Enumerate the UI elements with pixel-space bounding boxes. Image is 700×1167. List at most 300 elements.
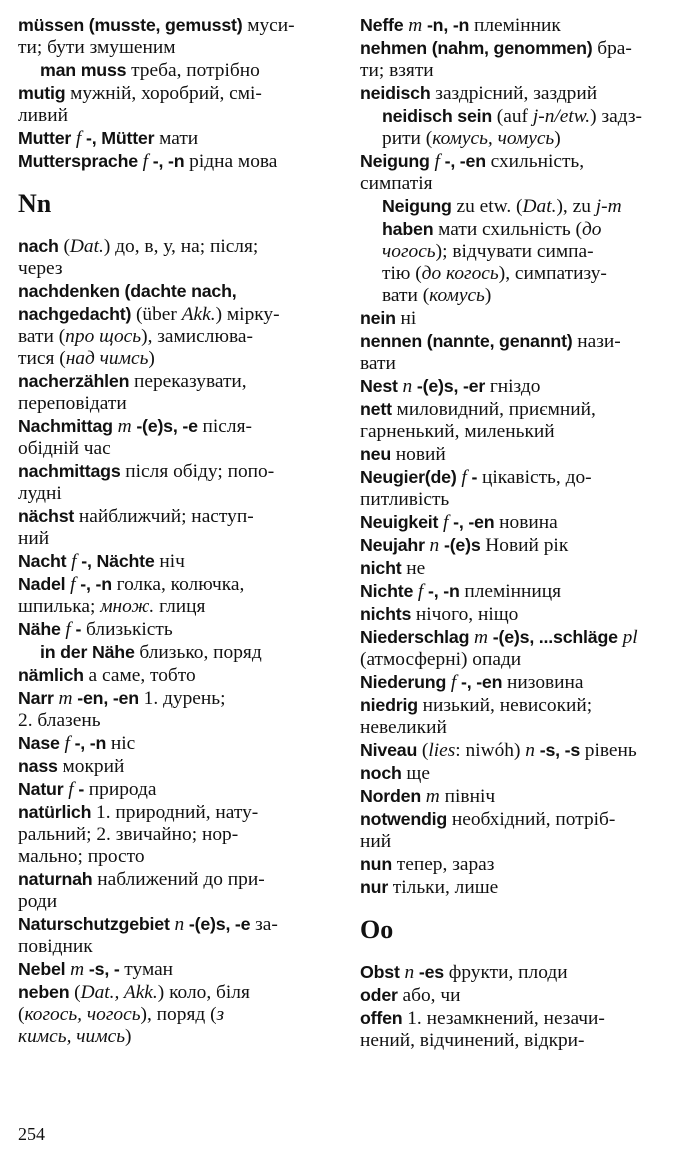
entry-line <box>360 60 690 82</box>
headword: nun <box>360 854 397 874</box>
translation: ( <box>421 740 429 761</box>
headword: Niederschlag <box>360 627 475 647</box>
headword: nicht <box>360 558 407 578</box>
entry-line <box>360 307 690 330</box>
entry-line <box>18 82 348 105</box>
dictionary-entry-nacherzaehlen <box>18 370 348 415</box>
grammar-note: множ. <box>100 596 155 617</box>
page-number: 254 <box>18 1124 45 1144</box>
section-heading-oo: Oo <box>360 915 394 944</box>
translation: ( <box>63 236 70 257</box>
dictionary-entry-muessen <box>18 14 348 59</box>
entry-line <box>18 303 348 326</box>
translation: близькість <box>86 619 173 640</box>
entry-line <box>360 466 690 489</box>
headword: niedrig <box>360 695 423 715</box>
entry-line <box>18 710 348 732</box>
translation: туман <box>124 959 174 980</box>
entry-line <box>18 127 348 150</box>
grammar-note: з <box>216 1004 225 1025</box>
translation: (auf <box>496 106 533 127</box>
entry-line <box>18 370 348 393</box>
headword: -(e)s, -e <box>184 914 256 934</box>
grammar-note: f <box>434 151 440 172</box>
translation: ніс <box>110 733 136 754</box>
headword: neidisch <box>360 83 436 103</box>
entry-line <box>360 173 690 195</box>
entry-line <box>18 415 348 438</box>
dictionary-entry-naturschutzgebiet <box>18 913 348 958</box>
translation: північ <box>439 786 496 807</box>
headword: Nase <box>18 733 65 753</box>
translation: тію ( <box>382 263 422 284</box>
translation: обідній час <box>18 438 111 459</box>
headword: Mutter <box>18 128 76 148</box>
translation: природа <box>88 779 157 800</box>
headword: nennen (nannte, genannt) <box>360 331 578 351</box>
entry-line <box>360 984 690 1007</box>
translation: невеликий <box>360 717 447 738</box>
headword: natürlich <box>18 802 97 822</box>
entry-line <box>40 59 348 82</box>
translation: тільки, лише <box>392 877 499 898</box>
entry-line <box>18 1004 348 1026</box>
translation: найближчий; наступ- <box>78 506 254 527</box>
translation: Новий рік <box>485 535 569 556</box>
grammar-note: m <box>117 416 132 437</box>
translation: ний <box>360 831 392 852</box>
grammar-note: f <box>417 581 424 602</box>
grammar-note: f <box>442 512 449 533</box>
entry-line <box>382 128 690 150</box>
headword: -, -en <box>448 512 500 532</box>
entry-line <box>18 755 348 778</box>
translation: ) до, в, у, на; після; <box>103 236 259 257</box>
entry-line <box>18 618 348 641</box>
dictionary-entry-nichts <box>360 603 690 626</box>
dictionary-entry-niedrig <box>360 694 690 739</box>
entry-line <box>360 489 690 511</box>
translation: ) коло, біля <box>157 982 250 1003</box>
entry-line <box>18 664 348 687</box>
translation: (атмосферні) опади <box>360 649 522 670</box>
entry-line <box>18 958 348 981</box>
headword: Muttersprache <box>18 151 143 171</box>
headword: -(e)s <box>439 535 486 555</box>
translation: після обіду; попо- <box>125 461 275 482</box>
dictionary-entry-niederung <box>360 671 690 694</box>
grammar-note: Akk. <box>181 304 216 325</box>
translation: ), zu <box>556 196 596 217</box>
entry-line <box>18 235 348 258</box>
dictionary-entry-nehmen <box>360 37 690 82</box>
entry-line <box>360 649 690 671</box>
dictionary-entry-nein <box>360 307 690 330</box>
entry-line <box>360 375 690 398</box>
headword: in der Nähe <box>40 642 140 662</box>
grammar-note: f <box>70 574 76 595</box>
dictionary-entry-nun <box>360 853 690 876</box>
entry-line <box>360 150 690 173</box>
grammar-note: про щось <box>65 326 142 347</box>
entry-line <box>18 596 348 618</box>
translation: (über <box>135 304 182 325</box>
translation: за- <box>255 914 278 935</box>
translation: мокрий <box>62 756 125 777</box>
headword: -, -n <box>69 733 111 753</box>
dictionary-entry-neben <box>18 981 348 1048</box>
entry-line <box>360 876 690 899</box>
headword: nachmittags <box>18 461 126 481</box>
headword: nach <box>18 236 64 256</box>
translation: лудні <box>18 483 62 504</box>
headword: -n, -n <box>422 15 474 35</box>
translation: : niwóh) <box>455 740 526 761</box>
entry-line <box>18 326 348 348</box>
translation: необхідний, потріб- <box>451 809 616 830</box>
dictionary-entry-neffe <box>360 14 690 37</box>
translation: після- <box>202 416 252 437</box>
dictionary-entry-nest <box>360 375 690 398</box>
headword: nacherzählen <box>18 371 134 391</box>
dictionary-entry-nebel <box>18 958 348 981</box>
translation: ) <box>148 348 155 369</box>
dictionary-entry-neugierde <box>360 466 690 511</box>
translation: мужній, хоробрий, смі- <box>70 83 262 104</box>
translation: ти; взяти <box>360 60 434 81</box>
dictionary-entry-narr <box>18 687 348 732</box>
grammar-note: кимсь, чимсь <box>18 1026 126 1047</box>
translation: переказувати, <box>133 371 247 392</box>
entry-line <box>360 1007 690 1030</box>
entry-line <box>360 534 690 557</box>
dictionary-entry-nach <box>18 235 348 280</box>
entry-line <box>360 82 690 105</box>
translation: ) мірку- <box>215 304 280 325</box>
headword: Nachmittag <box>18 416 118 436</box>
translation: рідна мова <box>189 151 278 172</box>
headword: -en, -en <box>72 688 144 708</box>
headword: nichts <box>360 604 416 624</box>
translation: ( <box>18 1004 25 1025</box>
dictionary-entry-oder <box>360 984 690 1007</box>
dictionary-entry-notwendig <box>360 808 690 853</box>
entry-line <box>360 1030 690 1052</box>
translation: або, чи <box>402 985 461 1006</box>
translation: ще <box>406 763 430 784</box>
translation: треба, потрібно <box>131 60 260 81</box>
entry-line <box>360 14 690 37</box>
headword: nein <box>360 308 401 328</box>
headword: - <box>70 619 87 639</box>
headword: Neujahr <box>360 535 430 555</box>
headword: mutig <box>18 83 71 103</box>
headword: Norden <box>360 786 426 806</box>
section-heading-nn: Nn <box>18 189 52 218</box>
translation: ний <box>18 528 50 549</box>
dictionary-entry-offen <box>360 1007 690 1052</box>
translation: питливість <box>360 489 450 510</box>
grammar-note: pl <box>622 627 638 648</box>
translation: не <box>406 558 426 579</box>
entry-line <box>360 739 690 762</box>
headword: -, -n <box>148 151 190 171</box>
entry-line <box>360 511 690 534</box>
headword: Nebel <box>18 959 71 979</box>
entry-line <box>18 801 348 824</box>
headword: Nähe <box>18 619 66 639</box>
entry-line <box>382 218 690 241</box>
translation: повідник <box>18 936 93 957</box>
translation: рівень <box>584 740 637 761</box>
translation: а саме, тобто <box>88 665 196 686</box>
translation: 1. дурень; <box>143 688 226 709</box>
entry-line <box>382 263 690 285</box>
translation: мально; просто <box>18 846 145 867</box>
translation: ливий <box>18 105 68 126</box>
entry-line <box>18 150 348 173</box>
translation: мати схильність ( <box>438 219 582 240</box>
headword: nur <box>360 877 393 897</box>
grammar-note: до <box>582 219 602 240</box>
headword: nachgedacht) <box>18 304 136 324</box>
dictionary-entry-neigung <box>360 150 690 195</box>
entry-line <box>18 348 348 370</box>
dictionary-entry-norden <box>360 785 690 808</box>
headword: -, -n <box>423 581 465 601</box>
headword: notwendig <box>360 809 452 829</box>
entries-nn-continued <box>360 14 690 899</box>
entry-line <box>360 694 690 717</box>
entry-line <box>18 460 348 483</box>
grammar-note: lies <box>428 740 456 761</box>
translation: ), поряд ( <box>140 1004 217 1025</box>
translation: рити ( <box>382 128 433 149</box>
translation: вати <box>360 353 396 374</box>
translation: шпилька; <box>18 596 101 617</box>
headword: nämlich <box>18 665 89 685</box>
dictionary-entry-neigung-haben <box>360 195 690 307</box>
headword: offen <box>360 1008 408 1028</box>
translation: тепер, зараз <box>396 854 495 875</box>
translation: миловидний, приємний, <box>396 399 596 420</box>
dictionary-entry-nase <box>18 732 348 755</box>
entry-line <box>382 285 690 307</box>
headword: Nichte <box>360 581 418 601</box>
headword: neben <box>18 982 75 1002</box>
dictionary-entry-nadel <box>18 573 348 618</box>
entry-line <box>18 1026 348 1048</box>
entry-line <box>18 732 348 755</box>
grammar-note: m <box>70 959 85 980</box>
grammar-note: f <box>64 733 70 754</box>
entry-line <box>18 824 348 846</box>
translation: ральний; 2. звичайно; нор- <box>18 824 239 845</box>
entry-line <box>360 762 690 785</box>
grammar-note: m <box>58 688 73 709</box>
headword: nachdenken (dachte nach, <box>18 281 237 301</box>
headword: man muss <box>40 60 132 80</box>
grammar-note: n <box>402 376 413 397</box>
translation: роди <box>18 891 58 912</box>
headword: -, -n <box>75 574 117 594</box>
translation: цікавість, до- <box>481 467 592 488</box>
translation: бра- <box>597 38 632 59</box>
translation: новий <box>395 444 446 465</box>
entry-line <box>18 868 348 891</box>
grammar-note: Dat. <box>69 236 104 257</box>
translation: племінниця <box>464 581 562 602</box>
dictionary-entry-nachdenken <box>18 280 348 370</box>
translation: нічого, ніщо <box>415 604 519 625</box>
dictionary-entry-naechst <box>18 505 348 550</box>
translation: симпатія <box>360 173 433 194</box>
translation: нений, відчинений, відкри- <box>360 1030 585 1051</box>
dictionary-entry-neuigkeit <box>360 511 690 534</box>
translation: муси- <box>247 15 295 36</box>
translation: низький, невисокий; <box>422 695 593 716</box>
headword: naturnah <box>18 869 98 889</box>
dictionary-entry-in-der-naehe <box>18 641 348 664</box>
entries-before-nn <box>18 14 348 173</box>
dictionary-entry-nur <box>360 876 690 899</box>
entry-line <box>360 421 690 443</box>
dictionary-entry-nachmittags <box>18 460 348 505</box>
translation: голка, колючка, <box>116 574 245 595</box>
translation: ), замислюва- <box>141 326 253 347</box>
entries-nn <box>18 235 348 1048</box>
dictionary-entry-muttersprache <box>18 150 348 173</box>
translation: фрукти, плоди <box>448 962 568 983</box>
headword: -(e)s, -er <box>412 376 490 396</box>
right-column <box>360 14 690 1052</box>
headword: -es <box>414 962 449 982</box>
entry-line <box>18 981 348 1004</box>
headword: Neuigkeit <box>360 512 443 532</box>
entry-line <box>360 443 690 466</box>
translation: ні <box>400 308 417 329</box>
dictionary-entry-niveau <box>360 739 690 762</box>
headword: Naturschutzgebiet <box>18 914 175 934</box>
entry-line <box>360 626 690 649</box>
grammar-note: комусь, чомусь <box>432 128 555 149</box>
grammar-note: j-n/etw. <box>532 106 591 127</box>
translation: племінник <box>473 15 561 36</box>
entry-line <box>382 195 690 218</box>
headword: -s, - <box>84 959 125 979</box>
grammar-note: j-m <box>595 196 622 217</box>
headword: müssen (musste, gemusst) <box>18 15 248 35</box>
entry-line <box>18 14 348 37</box>
translation: глиця <box>154 596 206 617</box>
entries-oo <box>360 961 690 1052</box>
dictionary-entry-nichte <box>360 580 690 603</box>
entry-line <box>18 438 348 460</box>
headword: Narr <box>18 688 59 708</box>
headword: neidisch sein <box>382 106 497 126</box>
entry-line <box>360 853 690 876</box>
translation: ти; бути змушеним <box>18 37 176 58</box>
entry-line <box>18 105 348 127</box>
headword: neu <box>360 444 396 464</box>
dictionary-entry-noch <box>360 762 690 785</box>
headword: Neffe <box>360 15 409 35</box>
headword: -, Mütter <box>81 128 160 148</box>
dictionary-entry-mutig <box>18 82 348 127</box>
left-column <box>18 14 348 1048</box>
entry-line <box>382 105 690 128</box>
dictionary-entry-neu <box>360 443 690 466</box>
headword: - <box>73 779 89 799</box>
entry-line <box>18 891 348 913</box>
headword: Natur <box>18 779 69 799</box>
entry-line <box>18 913 348 936</box>
entry-line <box>18 778 348 801</box>
headword: Nacht <box>18 551 72 571</box>
dictionary-entry-nennen <box>360 330 690 375</box>
entry-line <box>18 483 348 505</box>
dictionary-entry-nachmittag <box>18 415 348 460</box>
entry-line <box>18 528 348 550</box>
entry-line <box>18 550 348 573</box>
translation: гарненький, миленький <box>360 421 555 442</box>
headword: oder <box>360 985 403 1005</box>
dictionary-entry-natur <box>18 778 348 801</box>
dictionary-entry-neidisch-sein <box>360 105 690 150</box>
headword: Neugier(de) <box>360 467 462 487</box>
headword: Neigung <box>360 151 435 171</box>
grammar-note: f <box>75 128 82 149</box>
grammar-note: чогось <box>382 241 436 262</box>
headword: haben <box>382 219 439 239</box>
dictionary-entry-natuerlich <box>18 801 348 868</box>
translation: вати ( <box>382 285 430 306</box>
headword: Nadel <box>18 574 71 594</box>
translation: zu etw. ( <box>456 196 523 217</box>
grammar-note: n <box>174 914 185 935</box>
dictionary-entry-naehe <box>18 618 348 641</box>
grammar-note: m <box>474 627 489 648</box>
headword: -, -en <box>439 151 491 171</box>
entry-line <box>18 573 348 596</box>
entry-line <box>18 505 348 528</box>
translation: ( <box>74 982 81 1003</box>
translation: ) задз- <box>590 106 642 127</box>
headword: - <box>466 467 482 487</box>
grammar-note: f <box>450 672 457 693</box>
grammar-note: m <box>408 15 423 36</box>
translation: нази- <box>577 331 621 352</box>
headword: -(e)s, ...schläge <box>488 627 623 647</box>
grammar-note: f <box>65 619 71 640</box>
dictionary-entry-nett <box>360 398 690 443</box>
entry-line <box>18 37 348 59</box>
grammar-note: f <box>68 779 74 800</box>
grammar-note: когось, чогось <box>24 1004 141 1025</box>
translation: тися ( <box>18 348 66 369</box>
entry-line <box>18 846 348 868</box>
headword: Neigung <box>382 196 457 216</box>
entry-line <box>360 37 690 60</box>
headword: nehmen (nahm, genommen) <box>360 38 598 58</box>
translation: ); відчувати симпа- <box>435 241 594 262</box>
entry-line <box>360 831 690 853</box>
translation: через <box>18 258 63 279</box>
headword: nett <box>360 399 397 419</box>
entry-line <box>360 671 690 694</box>
grammar-note: n <box>404 962 415 983</box>
translation: ) <box>125 1026 132 1047</box>
